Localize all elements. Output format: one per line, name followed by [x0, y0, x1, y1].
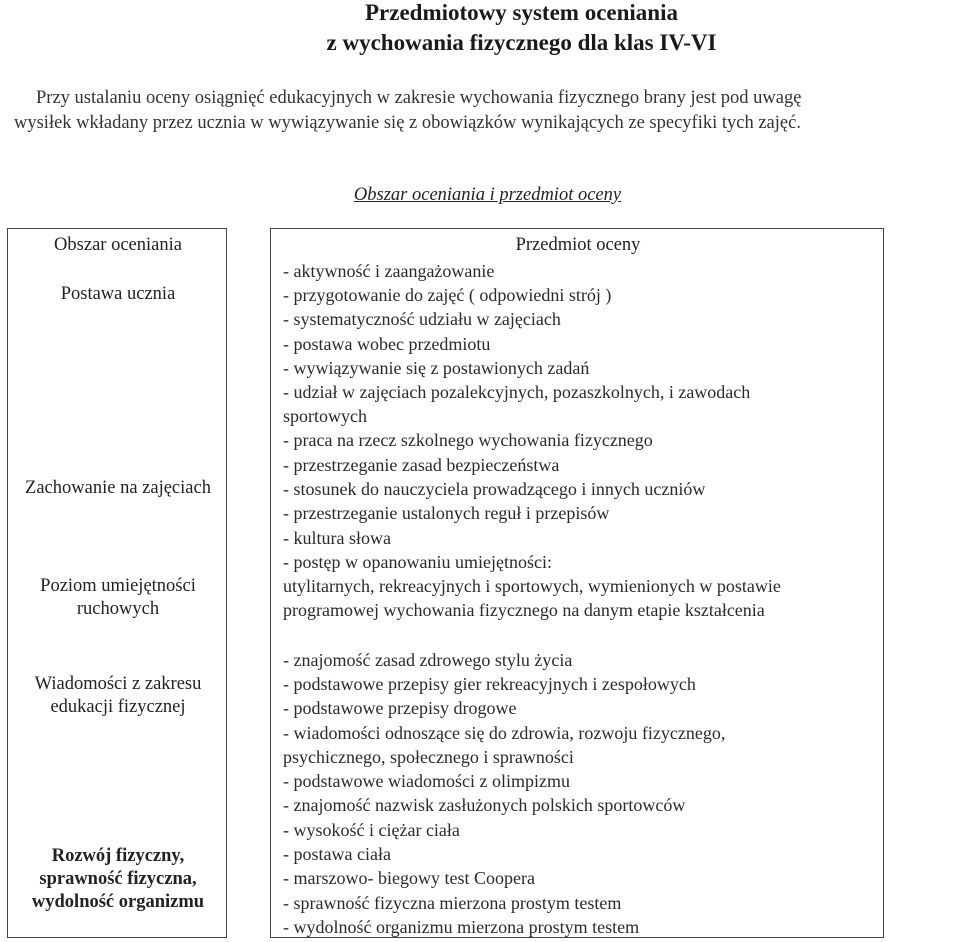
list-item: utylitarnych, rekreacyjnych i sportowych, wymienionych w postawie — [283, 576, 781, 597]
list-item: - przestrzeganie zasad bezpieczeństwa — [283, 455, 560, 475]
intro-line1: Przy ustalaniu oceny osiągnięć edukacyjnych w zakresie wychowania fizycznego brany jest pod uwagę — [36, 88, 802, 108]
list-item: - wydolność organizmu mierzona prostym testem — [283, 916, 640, 937]
assessment-area-column — [7, 228, 227, 938]
area-pe-knowledge — [8, 673, 228, 719]
intro-paragraph — [14, 86, 960, 135]
list-item: - podstawowe wiadomości z olimpizmu — [283, 771, 570, 792]
area-student-attitude: Postawa ucznia — [60, 284, 176, 304]
document-title-line2: z wychowania fizycznego dla klas IV-VI — [326, 30, 717, 55]
intro-line2: wysiłek wkładany przez ucznia w wywiązywanie się z obowiązków wynikających ze specyfiki tych zajęć. — [14, 112, 801, 133]
list-item: - wysokość i ciężar ciała — [283, 820, 460, 840]
subject-group-physical-development — [283, 818, 879, 939]
list-item: - udział w zajęciach pozalekcyjnych, pozaszkolnych, i zawodach — [283, 382, 751, 403]
area-class-behavior: Zachowanie na zajęciach — [25, 478, 211, 498]
area-physical-development — [8, 845, 228, 914]
list-item: - stosunek do nauczyciela prowadzącego i innych uczniów — [283, 479, 706, 500]
list-item: - wiadomości odnoszące się do zdrowia, rozwoju fizycznego, — [283, 722, 726, 743]
area-physical-development-line3: wydolność organizmu — [31, 892, 205, 912]
document-title-line1: Przedmiotowy system oceniania — [365, 0, 678, 25]
list-item: sportowych — [283, 406, 367, 427]
assessment-subject-header: Przedmiot oceny — [515, 235, 641, 255]
list-item: - przestrzeganie ustalonych reguł i przepisów — [283, 503, 610, 524]
subject-group-behavior — [283, 453, 879, 550]
area-motor-skills-line2: ruchowych — [76, 599, 160, 619]
list-item: - postawa wobec przedmiotu — [283, 333, 491, 354]
area-physical-development-line1: Rozwój fizyczny, — [51, 846, 185, 866]
assessment-area-header: Obszar oceniania — [54, 235, 182, 255]
list-item: - postęp w opanowaniu umiejętności: — [283, 552, 552, 572]
subject-group-motor-skills — [283, 550, 879, 623]
list-item: - wywiązywanie się z postawionych zadań — [283, 357, 590, 378]
list-item: - marszowo- biegowy test Coopera — [283, 868, 535, 889]
list-item: psychicznego, społecznego i sprawności — [283, 746, 574, 767]
list-item: programowej wychowania fizycznego na danym etapie kształcenia — [283, 600, 765, 621]
area-pe-knowledge-line1: Wiadomości z zakresu — [34, 674, 202, 694]
section-heading: Obszar oceniania i przedmiot oceny — [353, 185, 622, 205]
subject-group-attitude — [283, 259, 879, 453]
list-item: - podstawowe przepisy drogowe — [283, 698, 517, 719]
area-pe-knowledge-line2: edukacji fizycznej — [50, 697, 186, 717]
list-item: - aktywność i zaangażowanie — [283, 261, 495, 281]
list-item: - znajomość zasad zdrowego stylu życia — [283, 650, 573, 670]
list-item: - postawa ciała — [283, 844, 391, 865]
list-item: - systematyczność udziału w zajęciach — [283, 309, 561, 330]
assessment-subject-column — [270, 228, 884, 938]
subject-group-knowledge — [283, 648, 879, 817]
list-item: - praca na rzecz szkolnego wychowania fizycznego — [283, 430, 653, 451]
area-motor-skills-line1: Poziom umiejętności — [40, 576, 196, 596]
area-physical-development-line2: sprawność fizyczna, — [39, 869, 197, 889]
list-item: - znajomość nazwisk zasłużonych polskich sportowców — [283, 795, 686, 816]
list-item: - podstawowe przepisy gier rekreacyjnych i zespołowych — [283, 674, 696, 695]
list-item: - sprawność fizyczna mierzona prostym testem — [283, 892, 622, 913]
list-item: - przygotowanie do zajęć ( odpowiedni strój ) — [283, 285, 612, 306]
area-motor-skills — [8, 575, 228, 621]
list-item: - kultura słowa — [283, 527, 391, 548]
